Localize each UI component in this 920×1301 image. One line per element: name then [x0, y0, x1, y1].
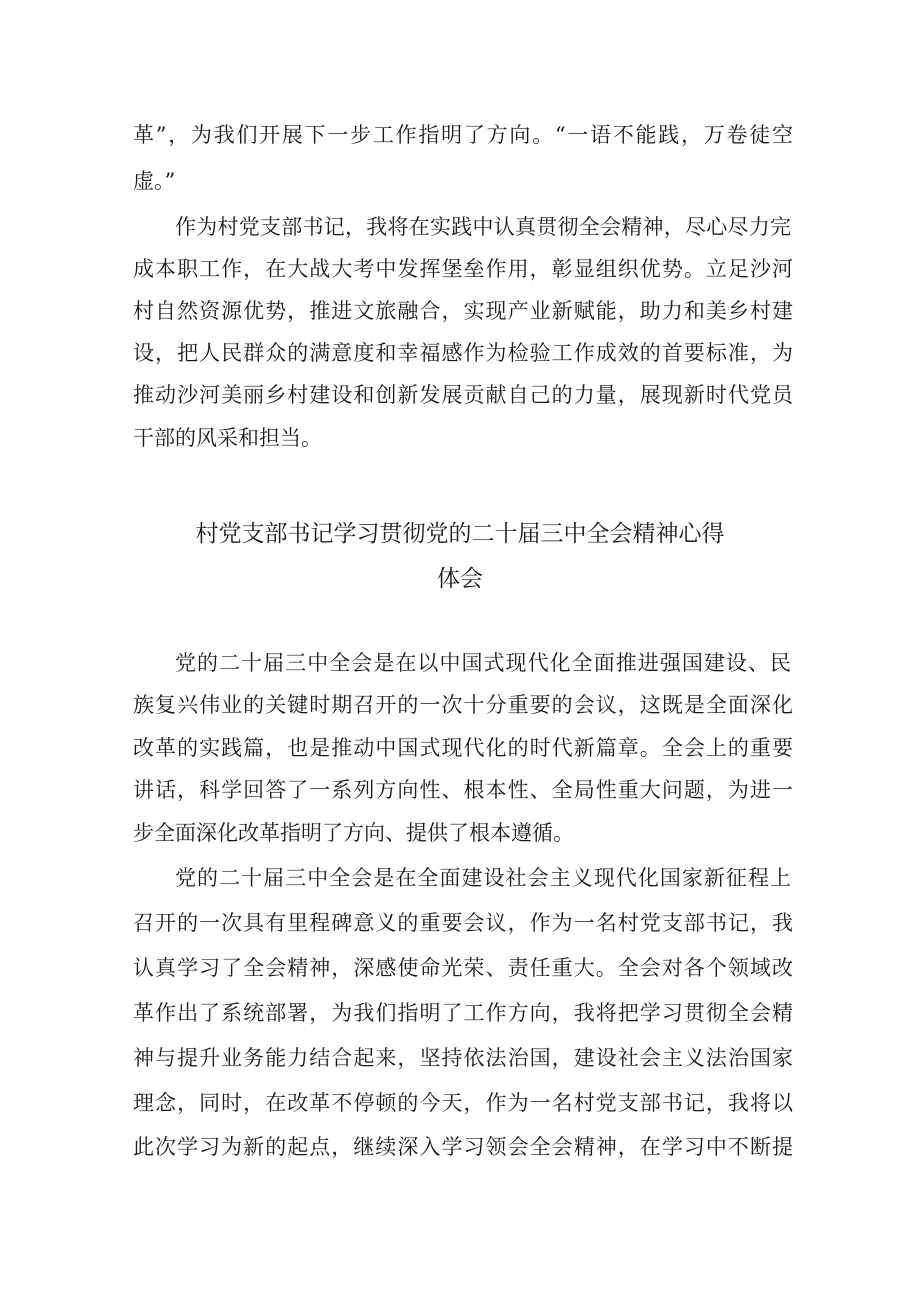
paragraph-line: 党的二十届三中全会是在全面建设社会主义现代化国家新征程上	[175, 866, 791, 890]
paragraph-line: 改革的实践篇，也是推动中国式现代化的时代新篇章。全会上的重要	[133, 736, 793, 760]
paragraph-line: 讲话，科学回答了一系列方向性、根本性、全局性重大问题，为进一	[133, 778, 793, 802]
paragraph-line: 召开的一次具有里程碑意义的重要会议，作为一名村党支部书记，我	[133, 911, 793, 935]
paragraph-line: 作为村党支部书记，我将在实践中认真贯彻全会精神，尽心尽力完	[175, 215, 791, 239]
paragraph-line: 党的二十届三中全会是在以中国式现代化全面推进强国建设、民	[175, 651, 791, 675]
paragraph-line: 村自然资源优势，推进文旅融合，实现产业新赋能，助力和美乡村建	[133, 299, 793, 323]
paragraph-line: 革作出了系统部署，为我们指明了工作方向，我将把学习贯彻全会精	[133, 1001, 793, 1025]
paragraph-line: 成本职工作，在大战大考中发挥堡垒作用，彰显组织优势。立足沙河	[133, 257, 793, 281]
paragraph-line: 虚。”	[133, 169, 176, 193]
paragraph-line: 理念，同时，在改革不停顿的今天，作为一名村党支部书记，我将以	[133, 1091, 793, 1115]
paragraph-line: 步全面深化改革指明了方向、提供了根本遵循。	[133, 821, 574, 845]
paragraph-line: 认真学习了全会精神，深感使命光荣、责任重大。全会对各个领域改	[133, 956, 793, 980]
paragraph-line: 干部的风采和担当。	[133, 426, 322, 450]
paragraph-line: 神与提升业务能力结合起来，坚持依法治国，建设社会主义法治国家	[133, 1046, 793, 1070]
paragraph-line: 革”，为我们开展下一步工作指明了方向。“一语不能践，万卷徒空	[133, 123, 793, 147]
paragraph-line: 此次学习为新的起点，继续深入学习领会全会精神，在学习中不断提	[133, 1135, 793, 1159]
section-title-line: 体会	[437, 566, 483, 592]
paragraph-line: 设，把人民群众的满意度和幸福感作为检验工作成效的首要标准，为	[133, 341, 793, 365]
paragraph-line: 推动沙河美丽乡村建设和创新发展贡献自己的力量，展现新时代党员	[133, 383, 793, 407]
section-title-line: 村党支部书记学习贯彻党的二十届三中全会精神心得	[195, 521, 725, 547]
paragraph-line: 族复兴伟业的关键时期召开的一次十分重要的会议，这既是全面深化	[133, 693, 793, 717]
